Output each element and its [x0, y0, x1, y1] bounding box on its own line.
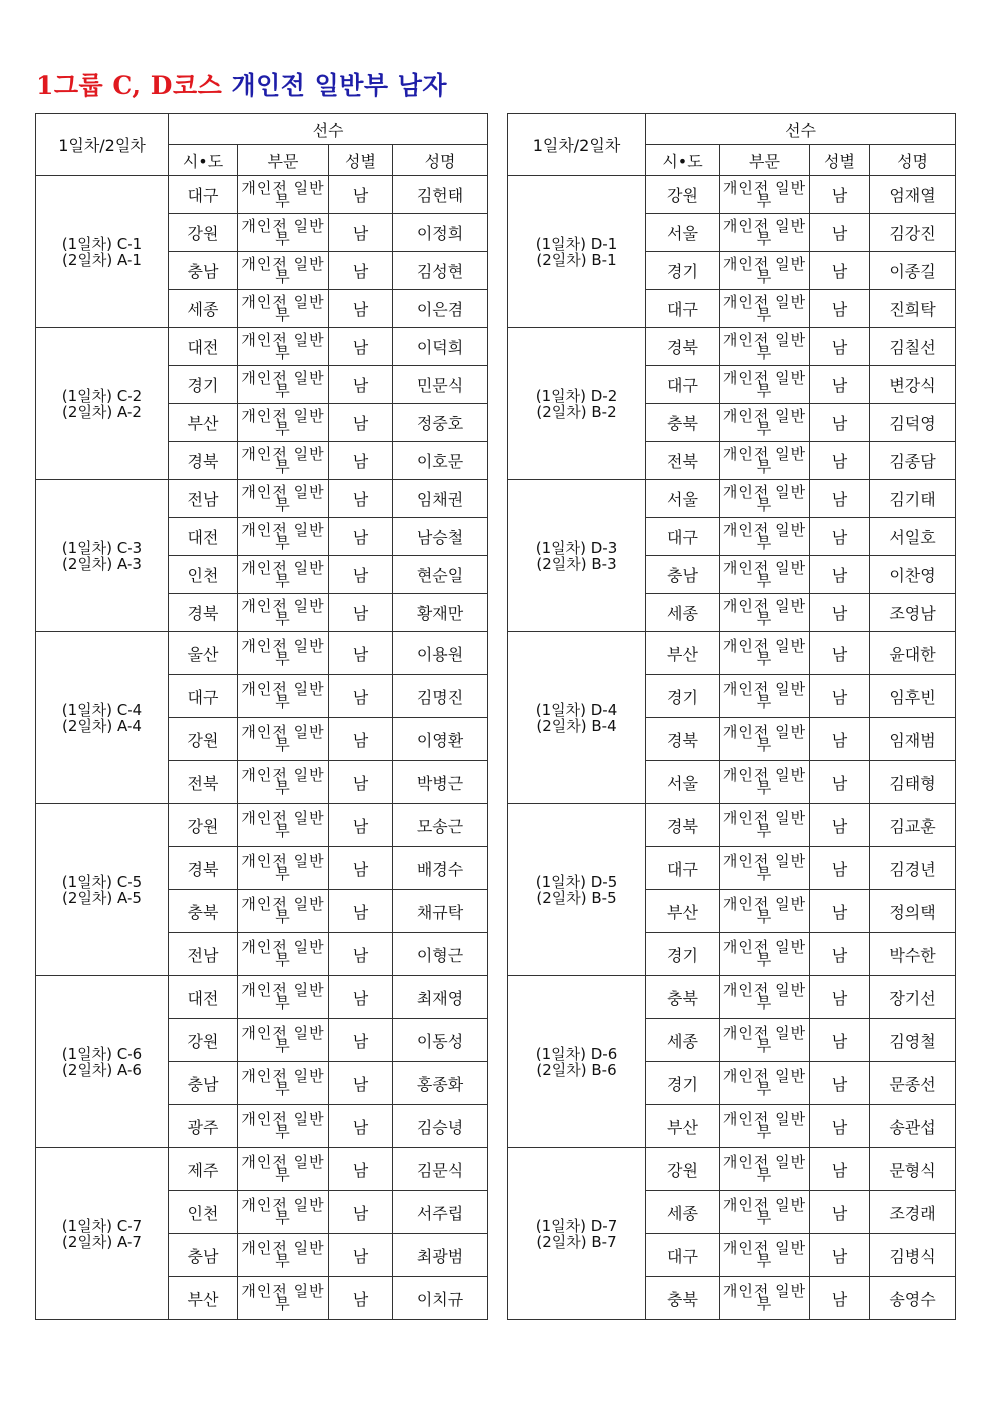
player-row	[36, 480, 488, 518]
division-cell: 개인전 일반부	[238, 404, 329, 442]
group-cell	[508, 1148, 646, 1320]
name-cell: 윤대한	[870, 632, 956, 675]
division-cell: 개인전 일반부	[720, 1019, 810, 1062]
gender-cell: 남	[810, 214, 870, 252]
division-cell: 개인전 일반부	[720, 933, 810, 976]
division-cell: 개인전 일반부	[238, 1105, 329, 1148]
gender-cell: 남	[810, 675, 870, 718]
group-day1: (1일차) D-5	[535, 872, 618, 891]
group-day2: (2일차) A-3	[62, 554, 142, 573]
division-cell: 개인전 일반부	[720, 1105, 810, 1148]
name-cell: 김병식	[870, 1234, 956, 1277]
name-cell: 김경년	[870, 847, 956, 890]
region-cell: 충북	[169, 890, 238, 933]
region-cell: 경북	[169, 594, 238, 632]
name-cell: 장기선	[870, 976, 956, 1019]
group-day1: (1일차) C-1	[61, 234, 143, 253]
gender-cell: 남	[329, 632, 393, 675]
gender-cell: 남	[329, 1234, 393, 1277]
region-cell: 서울	[646, 761, 720, 804]
region-cell: 충남	[169, 1234, 238, 1277]
division-cell: 개인전 일반부	[720, 1148, 810, 1191]
group-cell	[36, 976, 169, 1148]
name-cell: 김문식	[393, 1148, 488, 1191]
gender-cell: 남	[329, 675, 393, 718]
division-cell: 개인전 일반부	[720, 847, 810, 890]
division-cell: 개인전 일반부	[238, 1062, 329, 1105]
region-cell: 경기	[646, 252, 720, 290]
region-cell: 인천	[169, 556, 238, 594]
region-cell: 대구	[646, 847, 720, 890]
region-cell: 전남	[169, 480, 238, 518]
region-cell: 제주	[169, 1148, 238, 1191]
division-cell: 개인전 일반부	[238, 976, 329, 1019]
gender-cell: 남	[810, 1277, 870, 1320]
gender-cell: 남	[329, 480, 393, 518]
region-cell: 대구	[646, 1234, 720, 1277]
region-cell: 전북	[169, 761, 238, 804]
region-cell: 부산	[169, 404, 238, 442]
name-cell: 서주립	[393, 1191, 488, 1234]
region-cell: 서울	[646, 214, 720, 252]
name-cell: 이용원	[393, 632, 488, 675]
region-cell: 대전	[169, 976, 238, 1019]
group-day1: (1일차) C-7	[61, 1216, 143, 1235]
name-cell: 변강식	[870, 366, 956, 404]
name-cell: 민문식	[393, 366, 488, 404]
division-cell: 개인전 일반부	[238, 480, 329, 518]
player-row	[36, 632, 488, 675]
group-day1: (1일차) C-5	[61, 872, 143, 891]
gender-cell: 남	[329, 442, 393, 480]
name-cell: 진희탁	[870, 290, 956, 328]
region-cell: 충북	[646, 404, 720, 442]
division-cell: 개인전 일반부	[238, 675, 329, 718]
group-day2: (2일차) A-4	[62, 716, 142, 735]
gender-cell: 남	[329, 556, 393, 594]
region-cell: 대구	[646, 518, 720, 556]
gender-cell: 남	[329, 976, 393, 1019]
division-cell: 개인전 일반부	[238, 847, 329, 890]
group-cell	[36, 328, 169, 480]
name-cell: 김기태	[870, 480, 956, 518]
region-cell: 부산	[646, 1105, 720, 1148]
gender-cell: 남	[810, 1062, 870, 1105]
region-cell: 강원	[646, 1148, 720, 1191]
name-cell: 최재영	[393, 976, 488, 1019]
gender-cell: 남	[329, 176, 393, 214]
division-cell: 개인전 일반부	[720, 518, 810, 556]
player-row	[508, 632, 956, 675]
region-cell: 서울	[646, 480, 720, 518]
region-cell: 강원	[169, 718, 238, 761]
division-cell: 개인전 일반부	[720, 804, 810, 847]
region-cell: 충북	[646, 1277, 720, 1320]
header-region: 시•도	[646, 145, 720, 176]
division-cell: 개인전 일반부	[720, 675, 810, 718]
gender-cell: 남	[810, 290, 870, 328]
name-cell: 현순일	[393, 556, 488, 594]
name-cell: 채규탁	[393, 890, 488, 933]
group-day1: (1일차) C-3	[61, 538, 143, 557]
group-day2: (2일차) A-2	[62, 402, 142, 421]
region-cell: 대구	[646, 366, 720, 404]
division-cell: 개인전 일반부	[238, 933, 329, 976]
gender-cell: 남	[329, 761, 393, 804]
group-day1: (1일차) C-6	[61, 1044, 143, 1063]
gender-cell: 남	[810, 404, 870, 442]
gender-cell: 남	[329, 214, 393, 252]
group-day1: (1일차) C-4	[61, 700, 143, 719]
division-cell: 개인전 일반부	[238, 1234, 329, 1277]
player-row	[36, 804, 488, 847]
group-day2: (2일차) A-6	[62, 1060, 142, 1079]
region-cell: 강원	[169, 1019, 238, 1062]
gender-cell: 남	[329, 933, 393, 976]
name-cell: 이형근	[393, 933, 488, 976]
name-cell: 송영수	[870, 1277, 956, 1320]
name-cell: 임후빈	[870, 675, 956, 718]
gender-cell: 남	[329, 1062, 393, 1105]
group-day1: (1일차) C-2	[61, 386, 143, 405]
group-cell	[508, 480, 646, 632]
gender-cell: 남	[329, 804, 393, 847]
gender-cell: 남	[810, 1148, 870, 1191]
division-cell: 개인전 일반부	[238, 1191, 329, 1234]
division-cell: 개인전 일반부	[720, 366, 810, 404]
player-row	[508, 328, 956, 366]
name-cell: 이영환	[393, 718, 488, 761]
header-region: 시•도	[169, 145, 238, 176]
division-cell: 개인전 일반부	[720, 594, 810, 632]
gender-cell: 남	[810, 804, 870, 847]
header-gender: 성별	[329, 145, 393, 176]
group-day1: (1일차) D-6	[535, 1044, 618, 1063]
name-cell: 모송근	[393, 804, 488, 847]
region-cell: 세종	[646, 1191, 720, 1234]
name-cell: 이은겸	[393, 290, 488, 328]
region-cell: 경기	[646, 1062, 720, 1105]
name-cell: 엄재열	[870, 176, 956, 214]
region-cell: 경기	[646, 933, 720, 976]
name-cell: 정중호	[393, 404, 488, 442]
region-cell: 대구	[169, 675, 238, 718]
division-cell: 개인전 일반부	[720, 404, 810, 442]
player-row	[508, 804, 956, 847]
player-row	[508, 176, 956, 214]
gender-cell: 남	[810, 252, 870, 290]
region-cell: 울산	[169, 632, 238, 675]
group-cell	[36, 804, 169, 976]
gender-cell: 남	[329, 1105, 393, 1148]
region-cell: 충남	[646, 556, 720, 594]
region-cell: 경기	[169, 366, 238, 404]
name-cell: 김승녕	[393, 1105, 488, 1148]
division-cell: 개인전 일반부	[720, 480, 810, 518]
group-day2: (2일차) B-1	[536, 250, 617, 269]
group-cell	[508, 328, 646, 480]
title-course: 1그룹 C, D코스	[36, 71, 223, 100]
region-cell: 경북	[646, 328, 720, 366]
name-cell: 홍종화	[393, 1062, 488, 1105]
region-cell: 인천	[169, 1191, 238, 1234]
division-cell: 개인전 일반부	[720, 718, 810, 761]
name-cell: 이치규	[393, 1277, 488, 1320]
region-cell: 세종	[646, 1019, 720, 1062]
division-cell: 개인전 일반부	[238, 442, 329, 480]
division-cell: 개인전 일반부	[238, 761, 329, 804]
group-day2: (2일차) B-2	[536, 402, 617, 421]
gender-cell: 남	[810, 1234, 870, 1277]
division-cell: 개인전 일반부	[238, 890, 329, 933]
division-cell: 개인전 일반부	[238, 1277, 329, 1320]
header-player: 선수	[169, 114, 488, 145]
division-cell: 개인전 일반부	[238, 594, 329, 632]
gender-cell: 남	[329, 290, 393, 328]
gender-cell: 남	[329, 252, 393, 290]
division-cell: 개인전 일반부	[720, 1191, 810, 1234]
name-cell: 임재범	[870, 718, 956, 761]
division-cell: 개인전 일반부	[720, 976, 810, 1019]
left-roster-table	[35, 113, 488, 1320]
name-cell: 박수한	[870, 933, 956, 976]
region-cell: 부산	[646, 632, 720, 675]
gender-cell: 남	[810, 176, 870, 214]
name-cell: 이정희	[393, 214, 488, 252]
player-row	[36, 328, 488, 366]
region-cell: 경북	[646, 718, 720, 761]
player-row	[508, 1148, 956, 1191]
player-row	[36, 176, 488, 214]
name-cell: 정의택	[870, 890, 956, 933]
player-row	[36, 1148, 488, 1191]
name-cell: 배경수	[393, 847, 488, 890]
region-cell: 충남	[169, 252, 238, 290]
region-cell: 대전	[169, 328, 238, 366]
gender-cell: 남	[329, 890, 393, 933]
group-cell	[508, 632, 646, 804]
gender-cell: 남	[810, 594, 870, 632]
gender-cell: 남	[810, 718, 870, 761]
name-cell: 김태형	[870, 761, 956, 804]
group-day1: (1일차) D-3	[535, 538, 618, 557]
division-cell: 개인전 일반부	[720, 1062, 810, 1105]
gender-cell: 남	[810, 518, 870, 556]
header-day: 1일차/2일차	[36, 114, 169, 176]
name-cell: 이덕희	[393, 328, 488, 366]
name-cell: 이찬영	[870, 556, 956, 594]
division-cell: 개인전 일반부	[238, 518, 329, 556]
player-row	[508, 480, 956, 518]
name-cell: 김칠선	[870, 328, 956, 366]
header-gender: 성별	[810, 145, 870, 176]
division-cell: 개인전 일반부	[720, 761, 810, 804]
name-cell: 서일호	[870, 518, 956, 556]
name-cell: 김종담	[870, 442, 956, 480]
name-cell: 임채권	[393, 480, 488, 518]
division-cell: 개인전 일반부	[720, 1277, 810, 1320]
group-day1: (1일차) D-7	[535, 1216, 618, 1235]
group-day2: (2일차) A-5	[62, 888, 142, 907]
region-cell: 강원	[169, 804, 238, 847]
gender-cell: 남	[329, 1277, 393, 1320]
group-cell	[508, 976, 646, 1148]
gender-cell: 남	[810, 976, 870, 1019]
name-cell: 김성현	[393, 252, 488, 290]
player-row	[36, 976, 488, 1019]
gender-cell: 남	[329, 718, 393, 761]
right-roster-table	[507, 113, 956, 1320]
gender-cell: 남	[810, 1105, 870, 1148]
gender-cell: 남	[810, 632, 870, 675]
header-division: 부문	[720, 145, 810, 176]
name-cell: 박병근	[393, 761, 488, 804]
name-cell: 최광범	[393, 1234, 488, 1277]
gender-cell: 남	[329, 594, 393, 632]
division-cell: 개인전 일반부	[238, 176, 329, 214]
gender-cell: 남	[329, 366, 393, 404]
group-cell	[36, 632, 169, 804]
header-name: 성명	[393, 145, 488, 176]
region-cell: 대구	[169, 176, 238, 214]
region-cell: 부산	[646, 890, 720, 933]
gender-cell: 남	[810, 556, 870, 594]
division-cell: 개인전 일반부	[238, 252, 329, 290]
division-cell: 개인전 일반부	[238, 632, 329, 675]
page-title	[36, 66, 447, 102]
name-cell: 김헌태	[393, 176, 488, 214]
division-cell: 개인전 일반부	[238, 1148, 329, 1191]
name-cell: 이호문	[393, 442, 488, 480]
header-name: 성명	[870, 145, 956, 176]
region-cell: 경북	[169, 442, 238, 480]
gender-cell: 남	[329, 518, 393, 556]
name-cell: 김영철	[870, 1019, 956, 1062]
group-cell	[36, 480, 169, 632]
group-cell	[508, 804, 646, 976]
gender-cell: 남	[810, 1191, 870, 1234]
group-cell	[508, 176, 646, 328]
name-cell: 김덕영	[870, 404, 956, 442]
header-day: 1일차/2일차	[508, 114, 646, 176]
header-player: 선수	[646, 114, 956, 145]
player-row	[508, 976, 956, 1019]
gender-cell: 남	[810, 480, 870, 518]
group-day2: (2일차) B-7	[536, 1232, 617, 1251]
region-cell: 강원	[646, 176, 720, 214]
region-cell: 대구	[646, 290, 720, 328]
gender-cell: 남	[810, 1019, 870, 1062]
header-division: 부문	[238, 145, 329, 176]
group-cell	[36, 1148, 169, 1320]
region-cell: 강원	[169, 214, 238, 252]
gender-cell: 남	[329, 1191, 393, 1234]
title-category: 개인전 일반부 남자	[231, 71, 448, 100]
region-cell: 부산	[169, 1277, 238, 1320]
name-cell: 이동성	[393, 1019, 488, 1062]
region-cell: 경기	[646, 675, 720, 718]
region-cell: 대전	[169, 518, 238, 556]
region-cell: 광주	[169, 1105, 238, 1148]
division-cell: 개인전 일반부	[720, 176, 810, 214]
gender-cell: 남	[810, 328, 870, 366]
name-cell: 조영남	[870, 594, 956, 632]
group-day1: (1일차) D-1	[535, 234, 618, 253]
region-cell: 세종	[646, 594, 720, 632]
name-cell: 김명진	[393, 675, 488, 718]
region-cell: 경북	[169, 847, 238, 890]
region-cell: 충북	[646, 976, 720, 1019]
division-cell: 개인전 일반부	[720, 290, 810, 328]
name-cell: 황재만	[393, 594, 488, 632]
gender-cell: 남	[329, 847, 393, 890]
name-cell: 김강진	[870, 214, 956, 252]
gender-cell: 남	[329, 404, 393, 442]
gender-cell: 남	[329, 328, 393, 366]
region-cell: 세종	[169, 290, 238, 328]
division-cell: 개인전 일반부	[238, 290, 329, 328]
group-day2: (2일차) B-6	[536, 1060, 617, 1079]
gender-cell: 남	[329, 1148, 393, 1191]
division-cell: 개인전 일반부	[238, 556, 329, 594]
group-day2: (2일차) A-1	[62, 250, 142, 269]
division-cell: 개인전 일반부	[720, 632, 810, 675]
gender-cell: 남	[810, 366, 870, 404]
name-cell: 김교훈	[870, 804, 956, 847]
group-day2: (2일차) B-3	[536, 554, 617, 573]
division-cell: 개인전 일반부	[720, 328, 810, 366]
name-cell: 문종선	[870, 1062, 956, 1105]
division-cell: 개인전 일반부	[720, 556, 810, 594]
region-cell: 경북	[646, 804, 720, 847]
name-cell: 문형식	[870, 1148, 956, 1191]
division-cell: 개인전 일반부	[238, 1019, 329, 1062]
region-cell: 전남	[169, 933, 238, 976]
division-cell: 개인전 일반부	[238, 718, 329, 761]
group-day2: (2일차) B-5	[536, 888, 617, 907]
gender-cell: 남	[329, 1019, 393, 1062]
group-day2: (2일차) B-4	[536, 716, 617, 735]
name-cell: 남승철	[393, 518, 488, 556]
division-cell: 개인전 일반부	[238, 214, 329, 252]
group-cell	[36, 176, 169, 328]
division-cell: 개인전 일반부	[720, 890, 810, 933]
name-cell: 송관섭	[870, 1105, 956, 1148]
division-cell: 개인전 일반부	[720, 252, 810, 290]
gender-cell: 남	[810, 761, 870, 804]
division-cell: 개인전 일반부	[720, 1234, 810, 1277]
gender-cell: 남	[810, 847, 870, 890]
gender-cell: 남	[810, 933, 870, 976]
region-cell: 전북	[646, 442, 720, 480]
name-cell: 이종길	[870, 252, 956, 290]
group-day1: (1일차) D-2	[535, 386, 618, 405]
group-day1: (1일차) D-4	[535, 700, 618, 719]
division-cell: 개인전 일반부	[238, 804, 329, 847]
region-cell: 충남	[169, 1062, 238, 1105]
gender-cell: 남	[810, 890, 870, 933]
gender-cell: 남	[810, 442, 870, 480]
name-cell: 조경래	[870, 1191, 956, 1234]
division-cell: 개인전 일반부	[238, 328, 329, 366]
group-day2: (2일차) A-7	[62, 1232, 142, 1251]
division-cell: 개인전 일반부	[720, 442, 810, 480]
division-cell: 개인전 일반부	[238, 366, 329, 404]
division-cell: 개인전 일반부	[720, 214, 810, 252]
